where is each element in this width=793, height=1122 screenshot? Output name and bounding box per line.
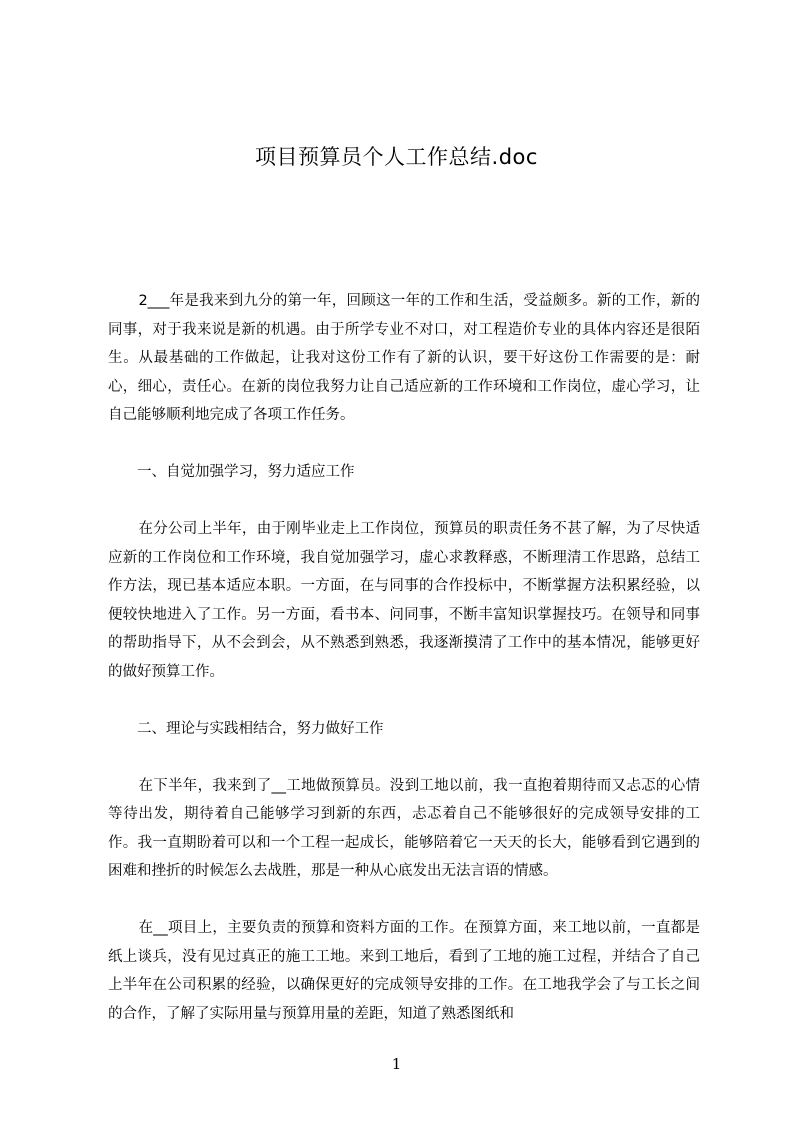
document-body bbox=[108, 287, 700, 1057]
section-heading-1: 一、自觉加强学习，努力适应工作 bbox=[137, 464, 355, 480]
paragraph-section-2a: 在下半年，我来到了__工地做预算员。没到工地以前，我一直抱着期待而又忐忑的心情等待出发，期待着自己能够学习到新的东西，忐忑着自己不能够很好的完成领导安排的工作。我一直期盼着可以和一个工程一起成长，能够陪着它一天天的长大，能够看到它遇到的困难和挫折的时候怎么去战胜，那是一种从心底发出无法言语的情感。 bbox=[108, 777, 700, 879]
page-number: 1 bbox=[391, 1055, 402, 1073]
paragraph-intro: 2___年是我来到九分的第一年，回顾这一年的工作和生活，受益颇多。新的工作，新的同事，对于我来说是新的机遇。由于所学专业不对口，对工程造价专业的具体内容还是很陌生。从最基础的工作做起，让我对这份工作有了新的认识，要干好这份工作需要的是：耐心，细心，责任心。在新的岗位我努力让自己适应新的工作环境和工作岗位，虚心学习，让自己能够顺利地完成了各项工作任务。 bbox=[108, 293, 700, 423]
section-heading-2: 二、理论与实践相结合，努力做好工作 bbox=[137, 720, 384, 737]
paragraph-section-2b: 在__项目上，主要负责的预算和资料方面的工作。在预算方面，来工地以前，一直都是纸上谈兵，没有见过真正的施工工地。来到工地后，看到了工地的施工过程，并结合了自己上半年在公司积累的经验，以确保更好的完成领导安排的工作。在工地我学会了与工长之间的合作，了解了实际用量与预算用量的差距，知道了熟悉图纸和 bbox=[108, 920, 700, 1022]
document-title: 项目预算员个人工作总结.doc bbox=[255, 145, 538, 169]
paragraph-section-1: 在分公司上半年，由于刚毕业走上工作岗位，预算员的职责任务不甚了解，为了尽快适应新的工作岗位和工作环境，我自觉加强学习，虚心求教释惑，不断理清工作思路，总结工作方法，现已基本适应本职。一方面，在与同事的合作投标中，不断掌握方法积累经验，以便较快地进入了工作。另一方面，看书本、问同事，不断丰富知识掌握技巧。在领导和同事的帮助指导下，从不会到会，从不熟悉到熟悉，我逐渐摸清了工作中的基本情况，能够更好的做好预算工作。 bbox=[108, 521, 700, 680]
